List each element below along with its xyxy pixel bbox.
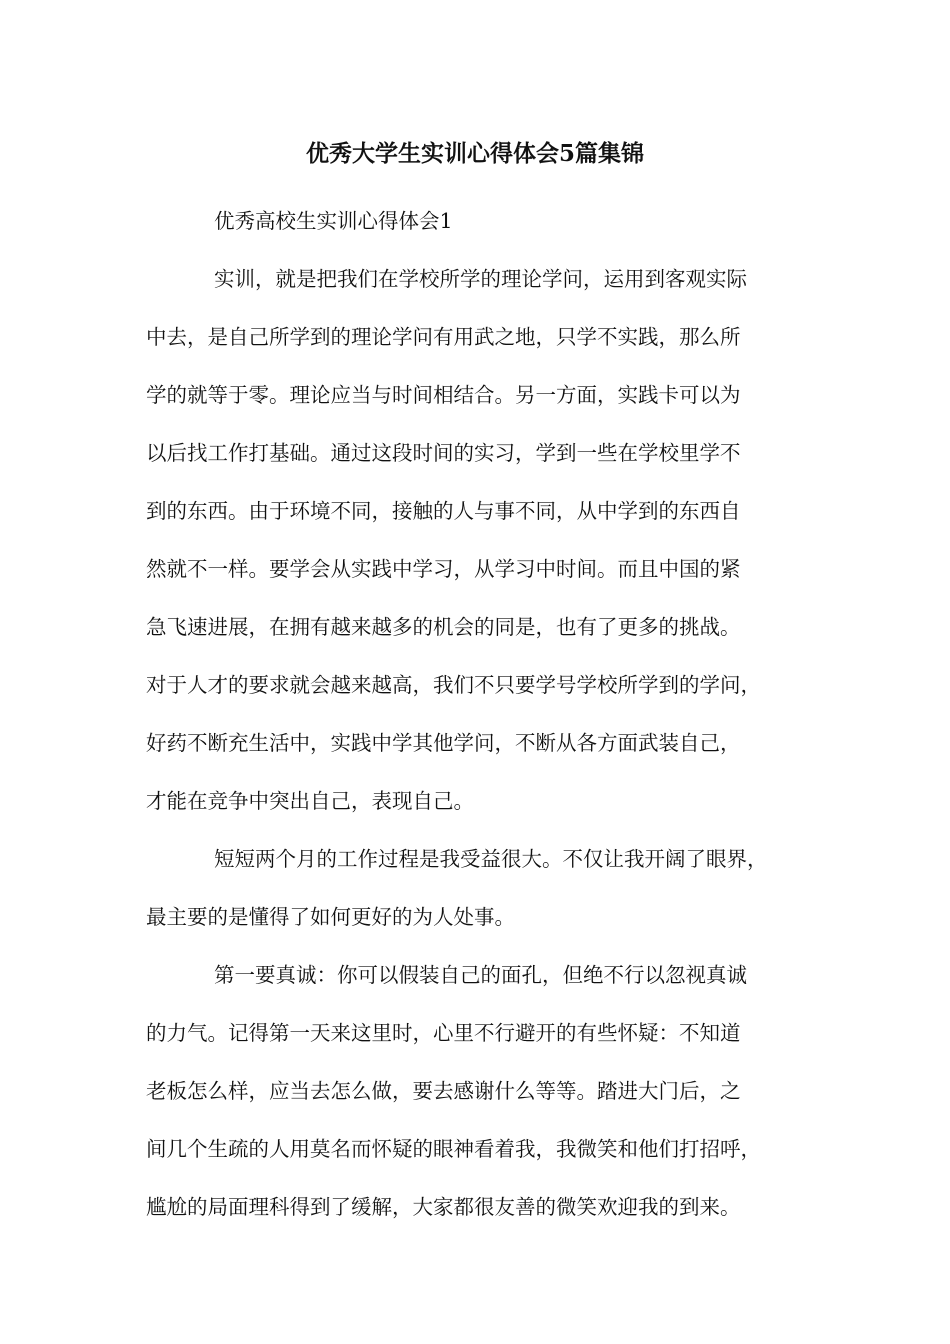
paragraph-line: 间几个生疏的人用莫名而怀疑的眼神看着我，我微笑和他们打招呼， [146, 1137, 761, 1161]
paragraph-line: 老板怎么样，应当去怎么做，要去感谢什么等等。踏进大门后，之 [146, 1079, 741, 1103]
paragraph-line: 学的就等于零。理论应当与时间相结合。另一方面，实践卡可以为 [146, 383, 741, 407]
paragraph-line: 第一要真诚：你可以假装自己的面孔，但绝不行以忽视真诚 [214, 963, 747, 987]
document-title: 优秀大学生实训心得体会5篇集锦 [305, 140, 644, 167]
paragraph-line: 好药不断充生活中，实践中学其他学问，不断从各方面武装自己， [146, 731, 741, 755]
paragraph-line: 中去，是自己所学到的理论学问有用武之地，只学不实践，那么所 [146, 325, 741, 349]
paragraph-line: 然就不一样。要学会从实践中学习，从学习中时间。而且中国的紧 [146, 557, 741, 581]
paragraph-line: 最主要的是懂得了如何更好的为人处事。 [146, 905, 515, 929]
paragraph-line: 实训，就是把我们在学校所学的理论学问，运用到客观实际 [214, 267, 747, 291]
paragraph-line: 以后找工作打基础。通过这段时间的实习，学到一些在学校里学不 [146, 441, 741, 465]
paragraph-3 [146, 946, 836, 1236]
paragraph-line: 到的东西。由于环境不同，接触的人与事不同，从中学到的东西自 [146, 499, 741, 523]
paragraph-1 [146, 250, 836, 830]
paragraph-line: 尴尬的局面理科得到了缓解，大家都很友善的微笑欢迎我的到来。 [146, 1195, 741, 1219]
paragraph-line: 急飞速进展，在拥有越来越多的机会的同是，也有了更多的挑战。 [146, 615, 741, 639]
paragraph-2 [146, 830, 836, 946]
subtitle-line: 优秀高校生实训心得体会1 [214, 209, 453, 233]
paragraph-line: 才能在竞争中突出自己，表现自己。 [146, 789, 474, 813]
paragraph-line: 对于人才的要求就会越来越高，我们不只要学号学校所学到的学问， [146, 673, 761, 697]
document-subtitle [146, 192, 836, 250]
paragraph-line: 的力气。记得第一天来这里时，心里不行避开的有些怀疑：不知道 [146, 1021, 741, 1045]
paragraph-line: 短短两个月的工作过程是我受益很大。不仅让我开阔了眼界， [214, 847, 768, 871]
